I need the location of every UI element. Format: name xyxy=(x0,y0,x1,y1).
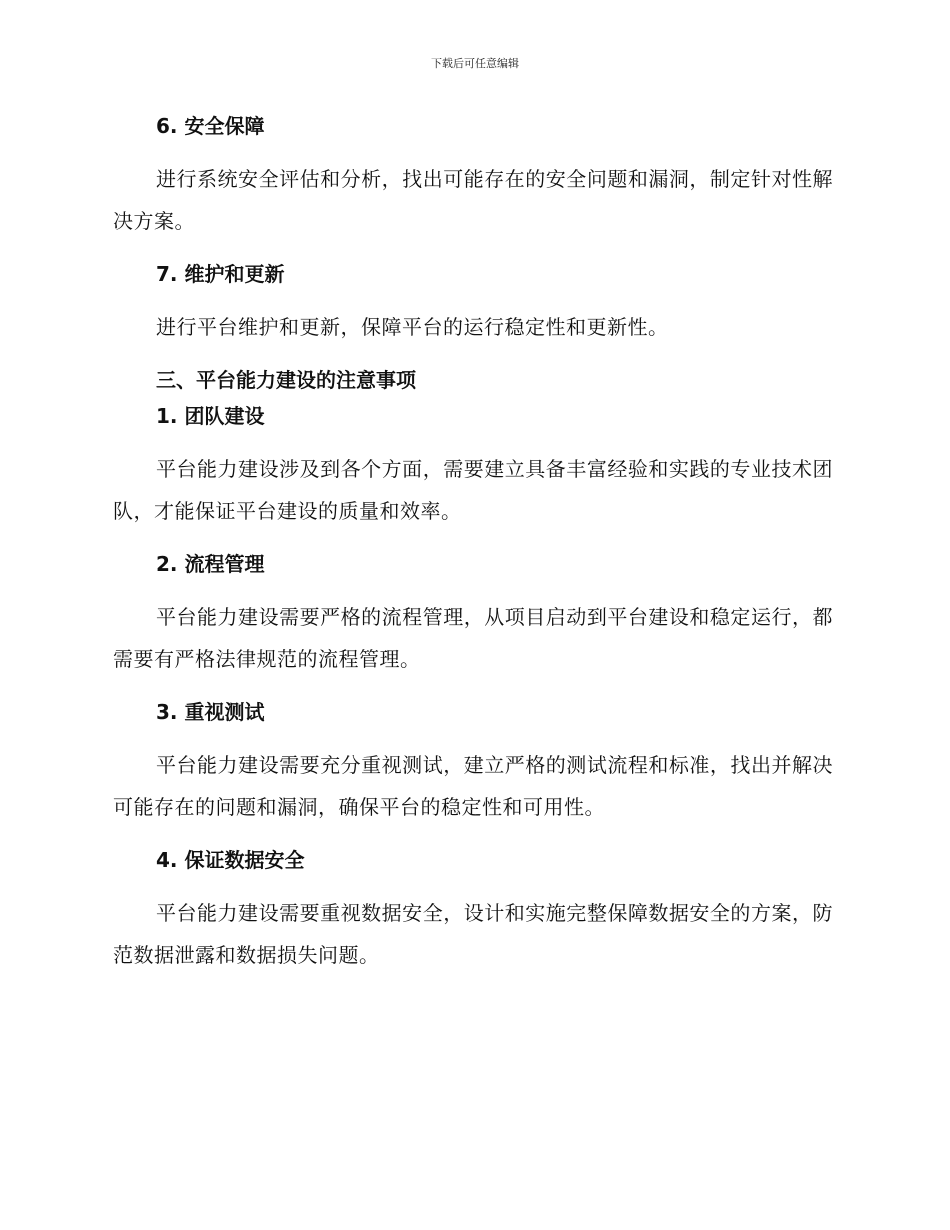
paragraph-security: 进行系统安全评估和分析，找出可能存在的安全问题和漏洞，制定针对性解决方案。 xyxy=(113,167,833,233)
heading-maintenance: 7. 维护和更新 xyxy=(156,262,285,286)
heading-data-security: 4. 保证数据安全 xyxy=(156,848,305,872)
heading-process: 2. 流程管理 xyxy=(156,552,265,576)
heading-security: 6. 安全保障 xyxy=(156,114,265,138)
paragraph-testing: 平台能力建设需要充分重视测试，建立严格的测试流程和标准，找出并解决可能存在的问题和漏洞，确保平台的稳定性和可用性。 xyxy=(113,753,833,819)
heading-team: 1. 团队建设 xyxy=(156,404,265,428)
paragraph-maintenance: 进行平台维护和更新，保障平台的运行稳定性和更新性。 xyxy=(156,315,669,339)
heading-testing: 3. 重视测试 xyxy=(156,700,265,724)
paragraph-team: 平台能力建设涉及到各个方面，需要建立具备丰富经验和实践的专业技术团队，才能保证平台建设的质量和效率。 xyxy=(113,457,833,523)
document-body xyxy=(113,108,833,990)
paragraph-data-security: 平台能力建设需要重视数据安全，设计和实施完整保障数据安全的方案，防范数据泄露和数据损失问题。 xyxy=(113,901,833,967)
paragraph-process: 平台能力建设需要严格的流程管理，从项目启动到平台建设和稳定运行，都需要有严格法律规范的流程管理。 xyxy=(113,605,833,671)
page-header: 下载后可任意编辑 xyxy=(431,57,519,70)
section-heading-notes: 三、平台能力建设的注意事项 xyxy=(156,368,416,392)
